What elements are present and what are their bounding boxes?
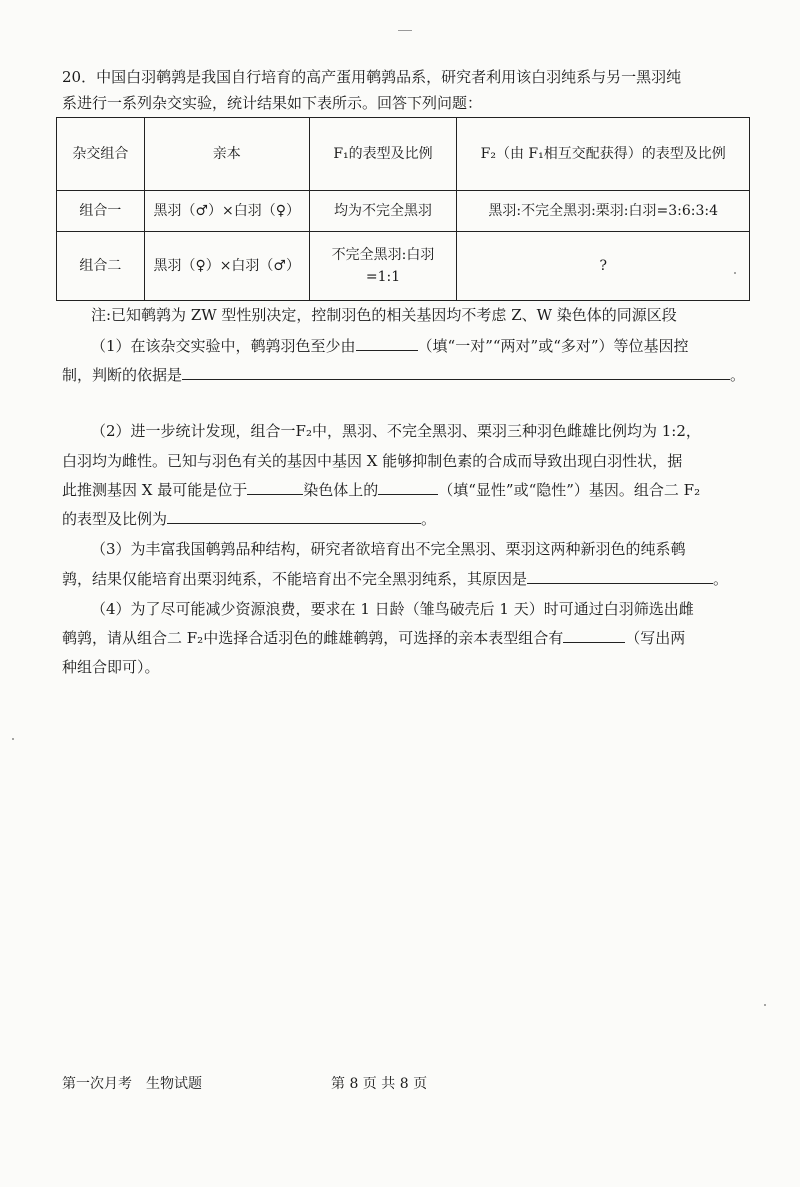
q3-blank-reason[interactable] (527, 568, 713, 584)
q2-line-3 (62, 479, 748, 501)
header-cross-group: 杂交组合 (57, 118, 145, 191)
q1-line-1 (91, 335, 748, 357)
q4-line-2 (62, 627, 748, 649)
table-cell: 组合二 (57, 232, 145, 301)
q1-text-d: 。 (730, 366, 746, 384)
q2-text-c1: 此推测基因 X 最可能是位于 (62, 481, 248, 499)
question-intro-line-1: 20．中国白羽鹌鹑是我国自行培育的高产蛋用鹌鹑品系，研究者利用该白羽纯系与另一黑羽纯 (62, 68, 682, 86)
scan-speck (12, 738, 14, 740)
q4-blank-combinations[interactable] (563, 627, 625, 643)
table-header-row (57, 118, 750, 191)
q1-text-a: （1）在该杂交实验中，鹌鹑羽色至少由 (91, 337, 356, 355)
q2-text-d1: 的表型及比例为 (62, 510, 168, 528)
q3-text-b2: 。 (713, 570, 729, 588)
q1-blank-pairs[interactable] (356, 335, 418, 351)
q2-blank-dominance[interactable] (378, 479, 438, 495)
table-row (57, 191, 750, 232)
q1-text-b: （填“一对”“两对”或“多对”）等位基因控 (417, 337, 689, 355)
hybridization-table (56, 117, 750, 301)
top-mark (398, 30, 412, 31)
q1-blank-basis[interactable] (182, 364, 730, 380)
q4-text-b: 鹌鹑，请从组合二 F₂中选择合适羽色的雌雄鹌鹑，可选择的亲本表型组合有 (62, 629, 564, 647)
q4-line-3: 种组合即可）。 (62, 658, 160, 676)
q2-line-2: 白羽均为雌性。已知与羽色有关的基因中基因 X 能够抑制色素的合成而导致出现白羽性状，据 (62, 452, 683, 470)
table-cell: 黑羽:不完全黑羽:栗羽:白羽=3:6:3:4 (457, 191, 750, 232)
q2-line-1: （2）进一步统计发现，组合一F₂中，黑羽、不完全黑羽、栗羽三种羽色雌雄比例均为 1:2， (91, 422, 701, 440)
table-cell: 不完全黑羽:白羽=1:1 (309, 232, 457, 301)
header-parents: 亲本 (144, 118, 309, 191)
q3-text-b1: 鹑，结果仅能培育出栗羽纯系，不能培育出不完全黑羽纯系，其原因是 (62, 570, 528, 588)
q3-line-1: （3）为丰富我国鹌鹑品种结构，研究者欲培育出不完全黑羽、栗羽这两种新羽色的纯系鹌 (91, 540, 686, 558)
q2-text-c2: 染色体上的 (303, 481, 379, 499)
table-cell: 黑羽（♀）×白羽（♂） (144, 232, 309, 301)
scan-speck (764, 1004, 766, 1006)
q2-line-4 (62, 508, 748, 530)
header-f1-phenotype: F₁的表型及比例 (309, 118, 457, 191)
q2-text-d2: 。 (421, 510, 437, 528)
scan-speck (734, 272, 736, 274)
q3-line-2 (62, 568, 748, 590)
table-cell: ? (457, 232, 750, 301)
question-intro-line-2: 系进行一系列杂交实验，统计结果如下表所示。回答下列问题： (62, 94, 483, 112)
table-row (57, 232, 750, 301)
table-cell: 均为不完全黑羽 (309, 191, 457, 232)
header-f2-phenotype: F₂（由 F₁相互交配获得）的表型及比例 (457, 118, 750, 191)
q2-text-c3: （填“显性”或“隐性”）基因。组合二 F₂ (438, 481, 701, 499)
q2-blank-f2-ratio[interactable] (167, 508, 421, 524)
table-cell: 黑羽（♂）×白羽（♀） (144, 191, 309, 232)
q1-text-c: 制，判断的依据是 (62, 366, 183, 384)
footer-exam-title: 第一次月考 生物试题 (62, 1076, 202, 1092)
footer-page-number: 第 8 页 共 8 页 (331, 1076, 428, 1092)
table-note: 注:已知鹌鹑为 ZW 型性别决定，控制羽色的相关基因均不考虑 Z、W 染色体的同源区段 (91, 306, 677, 324)
table-cell: 组合一 (57, 191, 145, 232)
q1-line-2 (62, 364, 748, 386)
q2-blank-chromosome[interactable] (247, 479, 303, 495)
q4-text-c: （写出两 (625, 629, 686, 647)
q4-line-1: （4）为了尽可能减少资源浪费，要求在 1 日龄（雏鸟破壳后 1 天）时可通过白羽筛选出雌 (91, 600, 694, 618)
